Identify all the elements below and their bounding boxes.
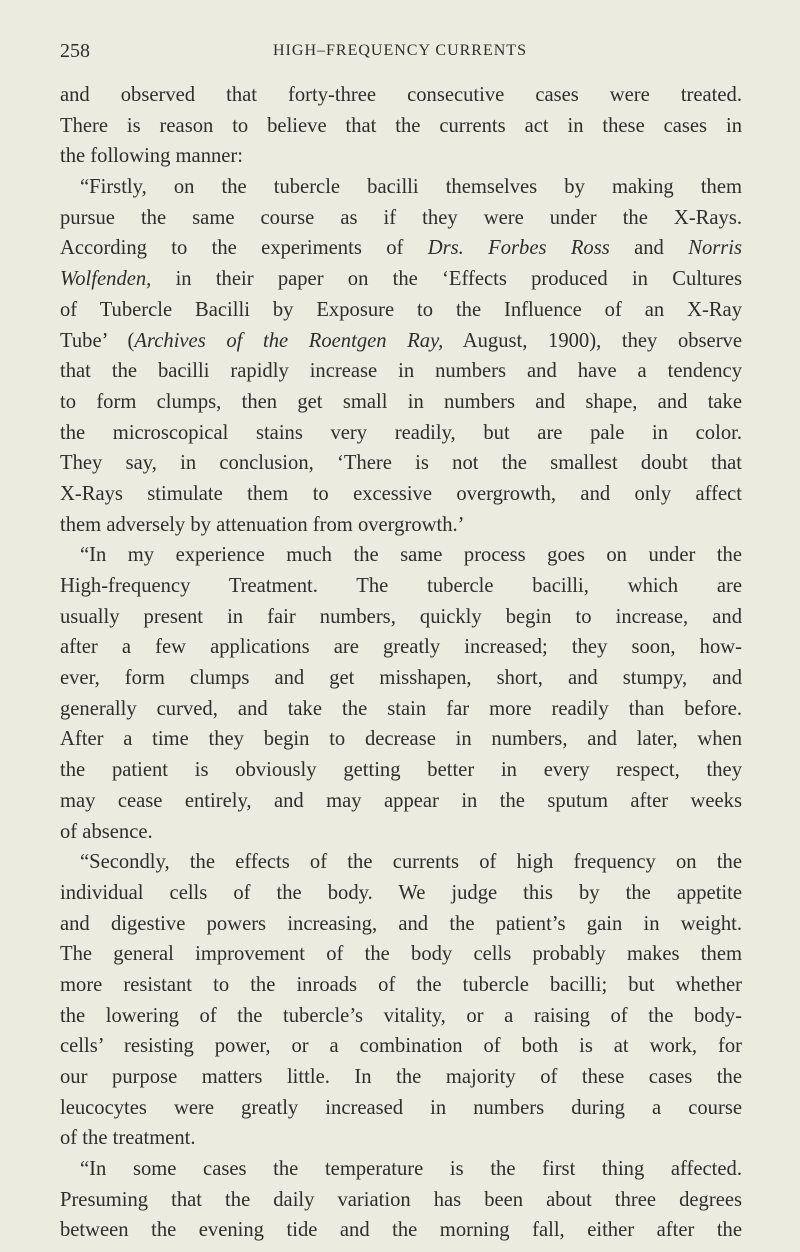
text-line <box>60 1215 742 1246</box>
body-text <box>60 80 742 1246</box>
text-line <box>60 786 742 817</box>
text-line <box>60 141 742 172</box>
text-line <box>60 203 742 234</box>
text-line <box>60 448 742 479</box>
text-line <box>60 1093 742 1124</box>
text-segment: that the bacilli rapidly increase in numbers and have a tendency <box>60 360 742 383</box>
text-segment: our purpose matters little. In the majority of these cases the <box>60 1066 742 1088</box>
text-segment: in their paper on the ‘Effects produced in Cultures <box>151 268 742 291</box>
text-line <box>60 1031 742 1062</box>
page-header <box>60 40 740 70</box>
text-segment: August, 1900), they observe <box>443 329 742 352</box>
text-segment: the microscopical stains very readily, but are pale in color. <box>60 421 742 444</box>
text-line <box>60 326 742 357</box>
text-line <box>60 172 742 203</box>
text-line <box>60 387 742 418</box>
text-line <box>60 1062 742 1093</box>
text-segment: Tube’ ( <box>60 329 135 352</box>
text-segment: “In some cases the temperature is the first thing affected. <box>80 1158 742 1181</box>
text-segment: ever, form clumps and get misshapen, short, and stumpy, and <box>60 667 742 690</box>
text-segment: may cease entirely, and may appear in the sputum after weeks <box>60 789 742 812</box>
text-segment: after a few applications are greatly increased; they soon, how- <box>60 636 742 659</box>
text-line <box>60 724 742 755</box>
text-line <box>60 694 742 725</box>
text-segment: them adversely by attenuation from overgrowth.’ <box>60 513 465 536</box>
text-segment: to form clumps, then get small in numbers and shape, and take <box>60 390 742 413</box>
text-segment: After a time they begin to decrease in numbers, and later, when <box>60 728 742 751</box>
text-line <box>60 111 742 142</box>
text-line <box>60 264 742 295</box>
text-segment: They say, in conclusion, ‘There is not the smallest doubt that <box>60 452 742 475</box>
text-segment: usually present in fair numbers, quickly begin to increase, and <box>60 605 742 628</box>
text-line <box>60 909 742 940</box>
italic-text: Drs. Forbes Ross <box>427 237 610 260</box>
text-line <box>60 970 742 1001</box>
text-segment: the following manner: <box>60 145 244 168</box>
text-segment: of the treatment. <box>60 1127 196 1150</box>
text-segment: of absence. <box>60 820 153 843</box>
text-segment: more resistant to the inroads of the tubercle bacilli; but whether <box>60 973 742 996</box>
text-segment: “In my experience much the same process goes on under the <box>80 544 742 567</box>
text-segment: X-Rays stimulate them to excessive overgrowth, and only affect <box>60 482 742 505</box>
page-number: 258 <box>60 40 90 62</box>
text-line <box>60 663 742 694</box>
text-segment: generally curved, and take the stain far more readily than before. <box>60 697 742 720</box>
text-segment: the patient is obviously getting better in every respect, they <box>60 759 742 782</box>
text-segment: the lowering of the tubercle’s vitality, or a raising of the body- <box>60 1004 742 1027</box>
text-line <box>60 939 742 970</box>
running-title: HIGH–FREQUENCY CURRENTS <box>273 42 527 59</box>
text-line <box>60 510 742 541</box>
text-segment: The general improvement of the body cells probably makes them <box>60 943 742 966</box>
text-segment: High-frequency Treatment. The tubercle bacilli, which are <box>60 575 742 597</box>
text-line <box>60 1185 742 1216</box>
text-segment: and <box>609 237 689 260</box>
text-segment: individual cells of the body. We judge this by the appetite <box>60 881 742 904</box>
text-line <box>60 295 742 326</box>
text-segment: “Secondly, the effects of the currents of high frequency on the <box>80 851 742 874</box>
text-line <box>60 356 742 387</box>
text-segment: “Firstly, on the tubercle bacilli themselves by making them <box>80 176 742 199</box>
text-segment: According to the experiments of <box>60 237 428 260</box>
text-line <box>60 755 742 786</box>
text-line <box>60 418 742 449</box>
text-segment: leucocytes were greatly increased in numbers during a course <box>60 1096 742 1119</box>
text-segment: pursue the same course as if they were under the X-Rays. <box>60 206 742 229</box>
text-line <box>60 540 742 571</box>
text-segment: between the evening tide and the morning fall, either after the <box>60 1219 742 1242</box>
italic-text: Norris <box>688 237 743 260</box>
text-line <box>60 602 742 633</box>
text-segment: Presuming that the daily variation has been about three degrees <box>60 1188 742 1211</box>
text-line <box>60 632 742 663</box>
text-line <box>60 80 742 111</box>
text-line <box>60 1123 742 1154</box>
text-segment: There is reason to believe that the currents act in these cases in <box>60 114 742 137</box>
text-line <box>60 847 742 878</box>
text-line <box>60 878 742 909</box>
text-line <box>60 1154 742 1185</box>
text-segment: cells’ resisting power, or a combination of both is at work, for <box>60 1035 742 1058</box>
text-line <box>60 479 742 510</box>
italic-text: Wolfenden, <box>60 268 152 291</box>
text-line <box>60 571 742 602</box>
text-line <box>60 817 742 848</box>
text-segment: and digestive powers increasing, and the patient’s gain in weight. <box>60 912 742 935</box>
text-segment: of Tubercle Bacilli by Exposure to the Influence of an X-Ray <box>60 298 742 321</box>
italic-text: Archives of the Roentgen Ray, <box>134 329 444 352</box>
text-segment: and observed that forty-three consecutive cases were treated. <box>60 84 742 106</box>
text-line <box>60 1001 742 1032</box>
text-line <box>60 233 742 264</box>
